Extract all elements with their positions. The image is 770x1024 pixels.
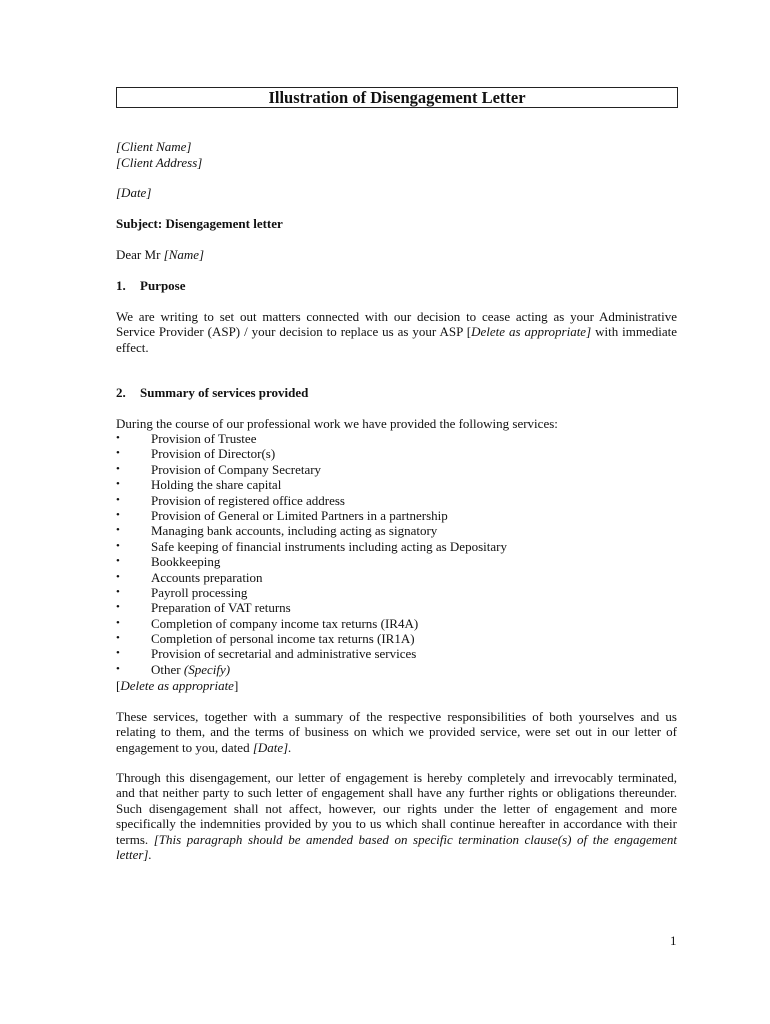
bullet-icon: • (116, 601, 120, 614)
salutation-name: [Name] (163, 247, 205, 262)
list-item (116, 600, 507, 615)
list-item (116, 570, 507, 585)
service-label: Completion of personal income tax returns (IR1A) (151, 631, 415, 647)
service-label: Provision of registered office address (151, 492, 345, 508)
list-item (116, 493, 507, 508)
service-label: Holding the share capital (151, 477, 282, 493)
bullet-icon: • (116, 462, 120, 475)
bullet-icon: • (116, 570, 120, 583)
disengagement-paragraph (116, 770, 677, 862)
section1-heading (116, 278, 186, 293)
list-item (116, 616, 507, 631)
disengagement-text: Through this disengagement, our letter of engagement is hereby completely and irrevocably terminated, and that neither party to such letter of engagement shall have any further rights or obligations thereunder. Such disengagement shall not affect, however, our rights under the letter of engagement and more specifically the indemnities provided by you to us which shall continue hereafter in accordance with their terms. (116, 770, 677, 847)
section2-intro: During the course of our professional work we have provided the following services: (116, 416, 558, 431)
section1-text-b: with immediate effect. (116, 324, 677, 355)
section1-title: Purpose (140, 278, 186, 293)
delete-text: Delete as appropriate (120, 678, 234, 693)
list-item (116, 477, 507, 492)
salutation (116, 247, 204, 262)
service-label: Payroll processing (151, 584, 248, 600)
service-label: Provision of General or Limited Partners in a partnership (151, 507, 448, 523)
section2-title: Summary of services provided (140, 385, 309, 400)
bullet-icon: • (116, 662, 120, 675)
bullet-icon: • (116, 647, 120, 660)
document-title: Illustration of Disengagement Letter (116, 87, 678, 108)
bullet-icon: • (116, 524, 120, 537)
list-item (116, 462, 507, 477)
list-item (116, 631, 507, 646)
salutation-prefix: Dear Mr (116, 247, 164, 262)
list-item (116, 446, 507, 461)
bullet-icon: • (116, 616, 120, 629)
other-label: Other (151, 661, 184, 677)
bullet-icon: • (116, 508, 120, 521)
subject-line: Subject: Disengagement letter (116, 216, 283, 231)
other-specify: (Specify) (183, 661, 231, 677)
delete-close: ] (233, 678, 239, 693)
bullet-icon: • (116, 539, 120, 552)
service-label: Provision of Director(s) (151, 446, 276, 462)
delete-note (116, 678, 238, 693)
service-label: Provision of Company Secretary (151, 461, 322, 477)
service-label: Safe keeping of financial instruments including acting as Depositary (151, 538, 507, 554)
bullet-icon: • (116, 585, 120, 598)
section1-text-italic: Delete as appropriate] (471, 324, 592, 340)
bullet-icon: • (116, 555, 120, 568)
list-item (116, 585, 507, 600)
section2-heading (116, 385, 308, 400)
section1-paragraph (116, 309, 677, 355)
list-item (116, 554, 507, 569)
client-address: [Client Address] (116, 155, 203, 170)
letter-date: [Date] (116, 185, 152, 200)
list-item (116, 508, 507, 523)
service-label: Completion of company income tax returns (IR4A) (151, 615, 419, 631)
services-paragraph-text: These services, together with a summary of the respective responsibilities of both yourselves and us relating to them, and the terms of business on which we provided service, were set out in our letter of engagement to you, dated (116, 709, 677, 755)
service-label: Managing bank accounts, including acting as signatory (151, 523, 438, 539)
bullet-icon: • (116, 493, 120, 506)
disengagement-note: [This paragraph should be amended based on specific termination clause(s) of the engagement letter]. (116, 831, 677, 863)
services-paragraph-date: [Date]. (252, 739, 292, 755)
list-item (116, 523, 507, 538)
page-number: 1 (670, 933, 677, 948)
list-item (116, 539, 507, 554)
service-label: Provision of secretarial and administrative services (151, 646, 417, 662)
section1-number: 1. (116, 278, 126, 293)
bullet-icon: • (116, 478, 120, 491)
service-label: Preparation of VAT returns (151, 600, 291, 616)
section2-number: 2. (116, 385, 126, 400)
service-label: Provision of Trustee (151, 431, 257, 446)
service-label: Accounts preparation (151, 569, 263, 585)
client-name: [Client Name] (116, 139, 192, 154)
services-paragraph (116, 709, 677, 755)
bullet-icon: • (116, 632, 120, 645)
services-list (116, 431, 507, 677)
bullet-icon: • (116, 447, 120, 460)
list-item (116, 646, 507, 661)
list-item (116, 431, 507, 446)
bullet-icon: • (116, 432, 120, 444)
service-label: Bookkeeping (151, 554, 221, 570)
section1-text-a: We are writing to set out matters connected with our decision to cease acting as your Administrative Service Provider (ASP) / your decision to replace us as your ASP [ (116, 309, 677, 340)
list-item-other (116, 662, 507, 677)
delete-open: [ (116, 678, 121, 693)
